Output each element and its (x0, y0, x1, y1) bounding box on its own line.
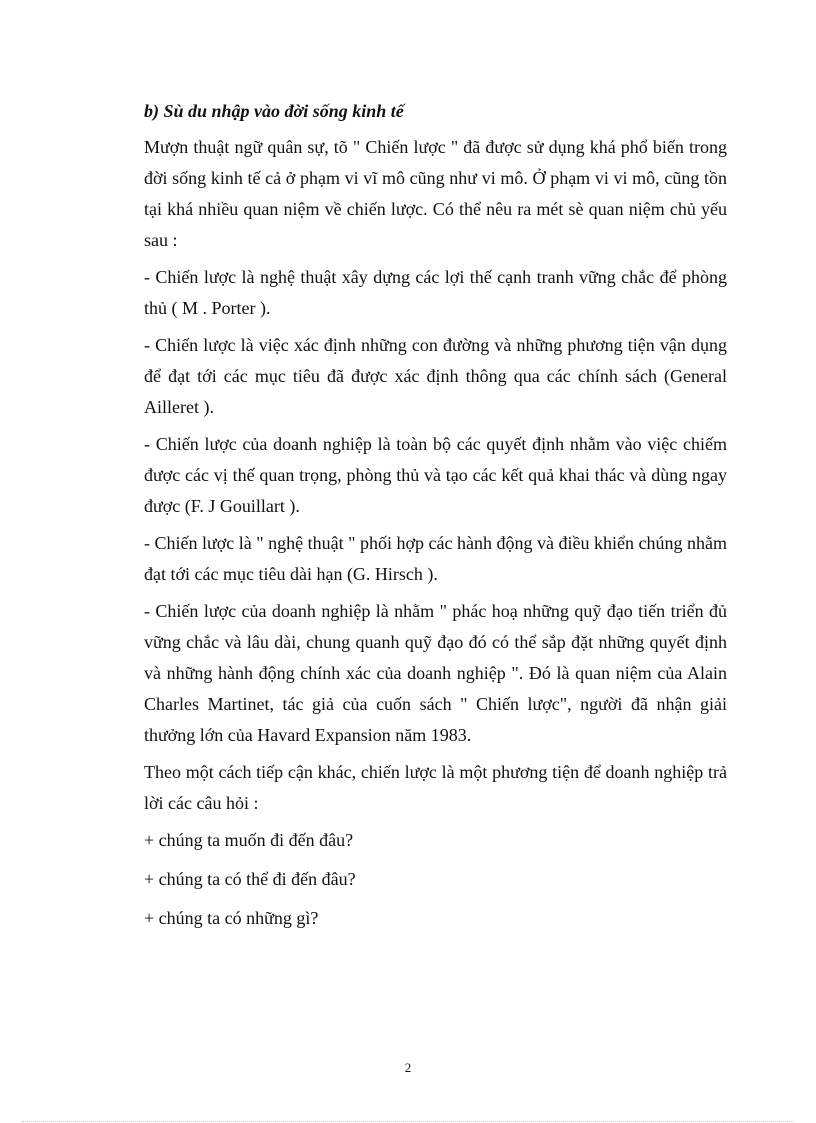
definition-ailleret: - Chiến lược là việc xác định những con đường và những phương tiện vận dụng để đạt tới các mục tiêu đã được xác định thông qua các chính sách (General Ailleret ). (144, 335, 727, 417)
intro-paragraph: Mượn thuật ngữ quân sự, tõ " Chiến lược " đã được sử dụng khá phổ biến trong đời sống kinh tế cả ở phạm vi vĩ mô cũng như vi mô. Ở phạm vi vi mô, cũng tồn tại khá nhiều quan niệm về chiến lược. Có thể nêu ra mét sè quan niệm chủ yếu sau : (144, 137, 727, 250)
definition-gouillart: - Chiến lược của doanh nghiệp là toàn bộ các quyết định nhằm vào việc chiếm được các vị thế quan trọng, phòng thủ và tạo các kết quả khai thác và dùng ngay được (F. J Gouillart ). (144, 434, 727, 516)
page-bottom-divider (22, 1121, 794, 1122)
definition-martinet: - Chiến lược của doanh nghiệp là nhằm " phác hoạ những quỹ đạo tiến triển đủ vững chắc và lâu dài, chung quanh quỹ đạo đó có thể sắp đặt những quyết định và những hành động chính xác của doanh nghiệp ". Đó là quan niệm của Alain Charles Martinet, tác giả của cuốn sách " Chiến lược", người đã nhận giải thưởng lớn của Havard Expansion năm 1983. (144, 601, 727, 745)
question-item: + chúng ta có những gì? (144, 908, 319, 928)
approach-paragraph: Theo một cách tiếp cận khác, chiến lược là một phương tiện để doanh nghiệp trả lời các câu hỏi : (144, 762, 727, 813)
page-number: 2 (404, 1060, 412, 1075)
definition-hirsch: - Chiến lược là " nghệ thuật " phối hợp các hành động và điều khiển chúng nhằm đạt tới các mục tiêu dài hạn (G. Hirsch ). (144, 533, 727, 584)
page-body (144, 98, 727, 942)
question-item: + chúng ta có thể đi đến đâu? (144, 869, 356, 889)
section-heading: b) Sù du nhập vào đời sống kinh tế (144, 101, 404, 121)
definition-porter: - Chiến lược là nghệ thuật xây dựng các lợi thế cạnh tranh vững chắc để phòng thủ ( M . Porter ). (144, 267, 727, 318)
question-item: + chúng ta muốn đi đến đâu? (144, 830, 354, 850)
